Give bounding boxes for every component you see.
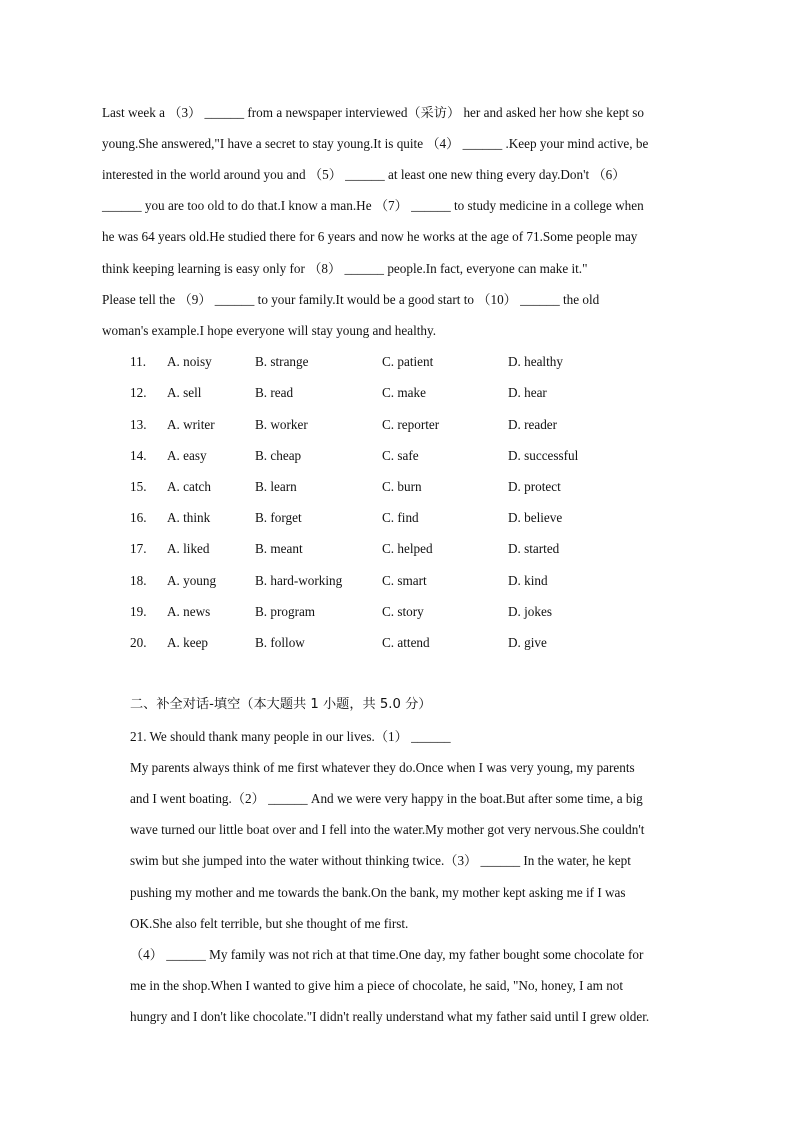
- option-b: B. learn: [255, 479, 297, 494]
- option-b: B. meant: [255, 541, 303, 556]
- option-a: A. think: [167, 510, 211, 525]
- option-d: D. jokes: [508, 604, 552, 619]
- option-c: C. find: [382, 510, 419, 525]
- option-c: C. story: [382, 604, 424, 619]
- option-a: A. young: [167, 573, 217, 588]
- dialogue-line: pushing my mother and me towards the bank.On the bank, my mother kept asking me if I was: [130, 885, 626, 900]
- passage-line: Please tell the （9） ______ to your family.It would be a good start to （10） ______ the old: [102, 292, 600, 307]
- option-a: A. noisy: [167, 354, 212, 369]
- question-number: 17.: [130, 541, 147, 556]
- dialogue-line: hungry and I don't like chocolate."I didn't really understand what my father said until I grew older.: [130, 1009, 650, 1024]
- option-d: D. give: [508, 635, 547, 650]
- option-d: D. healthy: [508, 354, 563, 369]
- option-a: A. writer: [167, 417, 215, 432]
- option-c: C. burn: [382, 479, 422, 494]
- option-d: D. believe: [508, 510, 563, 525]
- question-number: 16.: [130, 510, 147, 525]
- dialogue-line: My parents always think of me first whatever they do.Once when I was very young, my parents: [130, 760, 635, 775]
- question-number: 15.: [130, 479, 147, 494]
- option-a: A. keep: [167, 635, 209, 650]
- question-number: 14.: [130, 448, 147, 463]
- question-number: 11.: [130, 354, 146, 369]
- option-b: B. forget: [255, 510, 302, 525]
- question-number: 18.: [130, 573, 147, 588]
- option-c: C. smart: [382, 573, 427, 588]
- passage-line: ______ you are too old to do that.I know a man.He （7） ______ to study medicine in a college when: [102, 198, 644, 213]
- dialogue-line: and I went boating.（2） ______ And we were very happy in the boat.But after some time, a big: [130, 791, 643, 806]
- passage-line: Last week a （3） ______ from a newspaper interviewed（采访） her and asked her how she kept so: [102, 105, 645, 120]
- option-b: B. strange: [255, 354, 309, 369]
- question-number: 12.: [130, 385, 147, 400]
- option-d: D. reader: [508, 417, 558, 432]
- option-c: C. patient: [382, 354, 434, 369]
- dialogue-line: swim but she jumped into the water without thinking twice.（3） ______ In the water, he kept: [130, 853, 631, 868]
- option-b: B. program: [255, 604, 316, 619]
- question-number: 20.: [130, 635, 147, 650]
- option-d: D. successful: [508, 448, 579, 463]
- option-b: B. cheap: [255, 448, 302, 463]
- option-d: D. started: [508, 541, 560, 556]
- option-b: B. hard-working: [255, 573, 343, 588]
- dialogue-line: OK.She also felt terrible, but she thought of me first.: [130, 916, 409, 931]
- option-d: D. protect: [508, 479, 561, 494]
- section-heading: 二、补全对话-填空（本大题共 1 小题，共 5.0 分）: [130, 697, 432, 712]
- option-b: B. read: [255, 385, 294, 400]
- option-b: B. worker: [255, 417, 308, 432]
- question-number: 13.: [130, 417, 147, 432]
- option-a: A. news: [167, 604, 211, 619]
- option-d: D. hear: [508, 385, 547, 400]
- option-a: A. liked: [167, 541, 210, 556]
- dialogue-line: me in the shop.When I wanted to give him a piece of chocolate, he said, "No, honey, I am not: [130, 978, 624, 993]
- passage-line: he was 64 years old.He studied there for 6 years and now he works at the age of 71.Some people may: [102, 229, 638, 244]
- dialogue-line: （4） ______ My family was not rich at that time.One day, my father bought some chocolate for: [130, 947, 644, 962]
- option-a: A. sell: [167, 385, 202, 400]
- passage-line: woman's example.I hope everyone will stay young and healthy.: [102, 323, 437, 338]
- option-c: C. attend: [382, 635, 430, 650]
- option-c: C. safe: [382, 448, 419, 463]
- dialogue-line: 21. We should thank many people in our lives.（1） ______: [130, 729, 451, 744]
- passage-line: interested in the world around you and （5） ______ at least one new thing every day.Don't （6）: [102, 167, 626, 182]
- dialogue-line: wave turned our little boat over and I fell into the water.My mother got very nervous.She couldn't: [130, 822, 645, 837]
- option-d: D. kind: [508, 573, 548, 588]
- option-c: C. make: [382, 385, 426, 400]
- question-number: 19.: [130, 604, 147, 619]
- option-b: B. follow: [255, 635, 305, 650]
- passage-line: young.She answered,"I have a secret to stay young.It is quite （4） ______ .Keep your mind active, be: [102, 136, 649, 151]
- option-c: C. helped: [382, 541, 433, 556]
- passage-line: think keeping learning is easy only for （8） ______ people.In fact, everyone can make it.": [102, 261, 588, 276]
- option-a: A. easy: [167, 448, 207, 463]
- option-c: C. reporter: [382, 417, 440, 432]
- option-a: A. catch: [167, 479, 211, 494]
